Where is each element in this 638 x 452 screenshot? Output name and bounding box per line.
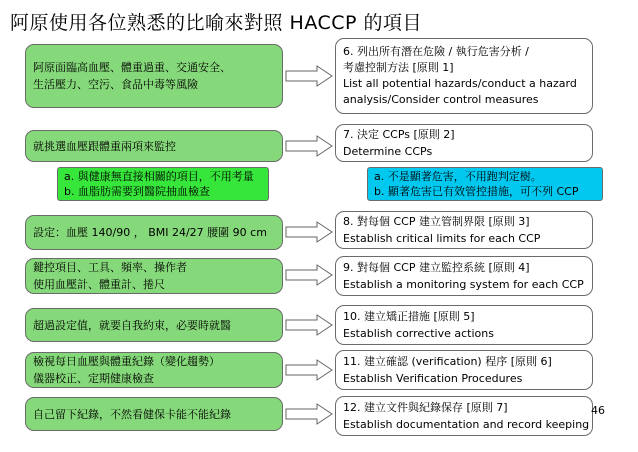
left-box-monitoring-line-2: 使用血壓計、體重計、捲尺	[33, 278, 165, 291]
left-box-select-monitor	[25, 130, 283, 162]
left-box-monitoring	[25, 258, 283, 294]
arrow-right-icon	[285, 359, 333, 381]
left-box-records	[25, 397, 283, 431]
right-box-principle-1-line-2: 考慮控制方法 [原則 1]	[343, 61, 454, 74]
arrow-right-icon	[285, 135, 333, 157]
slide-title: 阿原使用各位熟悉的比喻來對照 HACCP 的項目	[10, 12, 423, 34]
left-box-monitoring-line-1: 鍵控項目、工具、頻率、操作者	[33, 261, 187, 274]
left-box-corrective-line-1: 超過設定值，就要自我約束，必要時就醫	[33, 318, 231, 332]
page-number: 46	[591, 404, 605, 417]
right-box-principle-6-line-1: 11. 建立確認 (verification) 程序 [原則 6]	[343, 355, 552, 368]
left-box-limits	[25, 215, 283, 250]
right-box-principle-6-line-2: Establish Verification Procedures	[343, 372, 523, 385]
left-box-corrective	[25, 308, 283, 342]
left-box-exclusions-line-2: b. 血脂肪需要到醫院抽血檢查	[64, 185, 210, 198]
left-box-verification-line-2: 儀器校正、定期健康檢查	[33, 372, 154, 385]
right-box-principle-1-line-4: analysis/Consider control measures	[343, 93, 539, 106]
arrow-right-icon	[285, 65, 333, 87]
right-box-principle-7-line-2: Establish documentation and record keeping	[343, 418, 590, 431]
left-box-select-monitor-line-1: 就挑選血壓跟體重兩項來監控	[33, 139, 176, 153]
right-box-principle-4	[335, 256, 593, 296]
arrow-right-icon	[285, 314, 333, 336]
left-box-verification-line-1: 檢視每日血壓與體重紀錄（變化趨勢）	[33, 355, 220, 368]
right-box-principle-5	[335, 305, 593, 345]
right-box-principle-5-line-1: 10. 建立矯正措施 [原則 5]	[343, 310, 475, 323]
right-box-principle-2	[335, 124, 593, 162]
arrow-right-icon	[285, 403, 333, 425]
right-box-principle-3-line-2: Establish critical limits for each CCP	[343, 232, 541, 245]
right-box-principle-3	[335, 211, 593, 249]
right-box-principle-4-line-2: Establish a monitoring system for each CCP	[343, 278, 584, 291]
right-box-principle-3-line-1: 8. 對每個 CCP 建立管制界限 [原則 3]	[343, 215, 530, 228]
right-box-principle-7	[335, 396, 593, 436]
left-box-verification	[25, 352, 283, 388]
left-box-exclusions	[57, 167, 269, 201]
left-box-limits-line-1: 設定：血壓 140/90 ， BMI 24/27 腰圍 90 cm	[33, 226, 267, 239]
right-box-principle-1	[335, 38, 593, 114]
left-box-records-line-1: 自己留下紀錄，不然看健保卡能不能紀錄	[33, 407, 231, 421]
right-box-principle-4-line-1: 9. 對每個 CCP 建立監控系統 [原則 4]	[343, 261, 530, 274]
right-box-ccp-notes-line-2: b. 顯著危害已有效管控措施，可不列 CCP	[374, 185, 579, 198]
left-box-risks-line-1: 阿原面臨高血壓、體重過重、交通安全、	[33, 61, 231, 74]
right-box-ccp-notes-line-1: a. 不是顯著危害，不用跑判定樹。	[374, 170, 542, 183]
right-box-principle-1-line-1: 6. 列出所有潛在危險 / 執行危害分析 /	[343, 45, 529, 58]
left-box-exclusions-line-1: a. 與健康無直接相關的項目，不用考量	[64, 170, 254, 183]
right-box-principle-1-line-3: List all potential hazards/conduct a hazard	[343, 77, 577, 90]
right-box-principle-2-line-1: 7. 決定 CCPs [原則 2]	[343, 128, 455, 141]
arrow-right-icon	[285, 264, 333, 286]
left-box-risks	[25, 44, 283, 108]
right-box-principle-6	[335, 350, 593, 390]
right-box-principle-7-line-1: 12. 建立文件與紀錄保存 [原則 7]	[343, 401, 508, 414]
right-box-ccp-notes	[367, 167, 603, 201]
right-box-principle-2-line-2: Determine CCPs	[343, 145, 433, 158]
arrow-right-icon	[285, 221, 333, 243]
left-box-risks-line-2: 生活壓力、空污、食品中毒等風險	[33, 78, 198, 91]
right-box-principle-5-line-2: Establish corrective actions	[343, 327, 494, 340]
